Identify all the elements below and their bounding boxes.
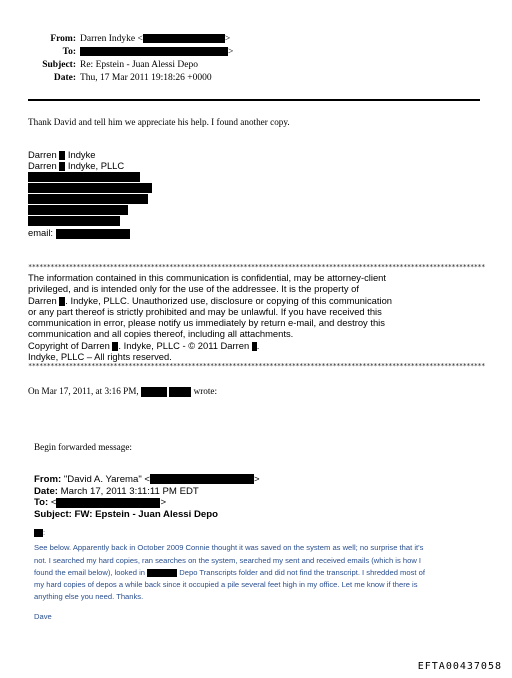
redaction-block [141, 387, 167, 397]
reply-text: Thank David and tell him we appreciate his help. I found another copy. [28, 117, 290, 127]
redaction-block [59, 162, 65, 171]
disclaimer-line: communication and all copies thereof, including all attachments. [28, 328, 294, 340]
signature-name-line: Darren Indyke [28, 149, 96, 160]
disclaimer-line: privileged, and is intended only for the use of the addressee. It is the property of [28, 283, 359, 295]
header-from-row [0, 34, 512, 47]
disclaimer-line: or any part thereof is strictly prohibited and may be unlawful. If you have received this [28, 305, 382, 317]
redaction-block [80, 47, 228, 56]
redaction-block [56, 498, 160, 508]
redaction-block [150, 474, 254, 484]
message-line: See below. Apparently back in October 2009 Connie thought it was saved on the system as well; no surprise that it's [34, 543, 424, 553]
forwarded-date-row: Date: March 17, 2011 3:11:11 PM EDT [34, 485, 199, 497]
header-divider [28, 99, 480, 101]
redaction-block [169, 387, 191, 397]
redaction-block [59, 297, 65, 306]
redaction-block [28, 205, 128, 215]
subject-value: Re: Epstein - Juan Alessi Depo [80, 60, 198, 70]
signature-firm-line: Darren Indyke, PLLC [28, 160, 125, 172]
confidentiality-disclaimer [28, 272, 468, 362]
message-line: anything else you need. Thanks. [34, 592, 144, 602]
signature-block [28, 149, 228, 239]
bates-stamp: EFTA00437058 [417, 661, 502, 672]
header-to-row [0, 47, 512, 60]
redaction-block [28, 183, 152, 193]
disclaimer-line: communication in error, please notify us immediately by return e-mail, and destroy this [28, 317, 385, 329]
forwarded-header [34, 474, 354, 520]
forwarded-to-row: To: < > [34, 497, 167, 509]
signature-email-line: email: [28, 227, 228, 239]
forwarded-from-row: From: "David A. Yarema" < > [34, 474, 260, 485]
forwarded-subject-row: Subject: FW: Epstein - Juan Alessi Depo [34, 508, 218, 520]
redaction-block [252, 342, 257, 351]
redaction-block [28, 194, 148, 204]
disclaimer-line: The information contained in this communication is confidential, may be attorney-client [28, 272, 386, 283]
date-label: Date: [53, 73, 76, 83]
redaction-block [28, 172, 140, 182]
redaction-block [56, 229, 130, 239]
email-header [0, 34, 512, 90]
to-label: To: [62, 47, 76, 57]
to-value: > [80, 47, 233, 57]
redaction-block [59, 151, 65, 160]
disclaimer-bottom-border: *************************************************************************************************************************** [28, 362, 485, 370]
from-value: Darren Indyke < > [80, 34, 231, 44]
header-date-row [0, 73, 512, 86]
forwarded-message-body [34, 527, 504, 623]
redaction-block [112, 342, 118, 351]
disclaimer-top-border: *************************************************************************************************************************** [28, 263, 485, 271]
message-line: my hard copies of depos a while back since it occupied a pile several feet high in my office. Let me know if there is [34, 580, 418, 590]
message-line: found the email below), looked in Depo Transcripts folder and did not find the transcript. I shredded most of [34, 567, 425, 577]
redaction-block [34, 529, 43, 537]
redaction-block [28, 216, 120, 226]
quote-intro: On Mar 17, 2011, at 3:16 PM, wrote: [28, 386, 218, 396]
disclaimer-line: Indyke, PLLC – All rights reserved. [28, 351, 172, 363]
redaction-block [143, 34, 225, 43]
redaction-block [147, 569, 177, 577]
header-subject-row [0, 60, 512, 73]
forwarded-intro: Begin forwarded message: [34, 442, 132, 452]
date-value: Thu, 17 Mar 2011 19:18:26 +0000 [80, 73, 212, 83]
message-salutation: : [34, 527, 504, 539]
message-line: not. I searched my hard copies, ran searches on the system, searched my sent and received emails (which is how I [34, 555, 422, 565]
subject-label: Subject: [42, 60, 76, 70]
from-label: From: [50, 34, 76, 44]
message-signoff: Dave [34, 611, 52, 621]
disclaimer-line: Copyright of Darren . Indyke, PLLC - © 2011 Darren . [28, 339, 260, 351]
disclaimer-line: Darren . Indyke, PLLC. Unauthorized use, disclosure or copying of this communication [28, 294, 393, 306]
